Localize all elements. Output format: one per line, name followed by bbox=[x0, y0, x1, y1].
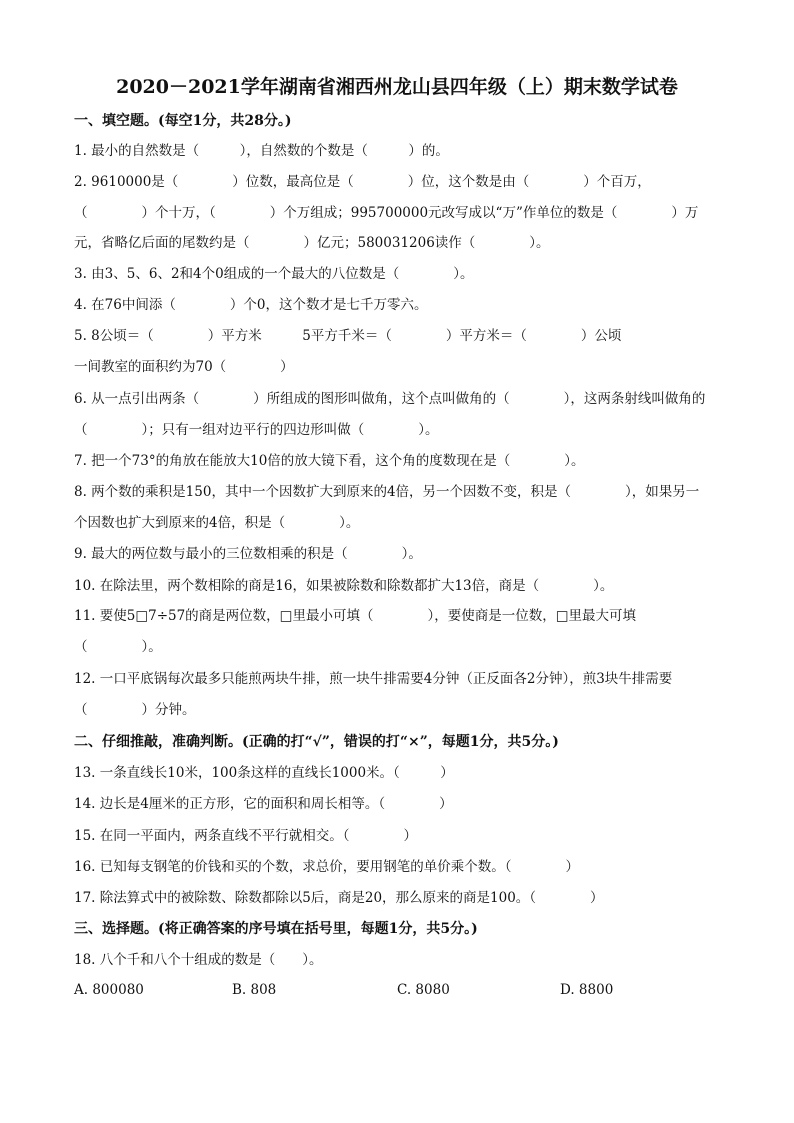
question-9: 9. 最大的两位数与最小的三位数相乘的积是（ ）。 bbox=[74, 546, 422, 562]
question-3: 3. 由3、5、6、2和4个0组成的一个最大的八位数是（ ）。 bbox=[74, 266, 474, 282]
section-1-heading: 一、填空题。(每空1分，共28分。) bbox=[74, 113, 292, 129]
question-11-line-1: 11. 要使5□7÷57的商是两位数，□里最小可填（ ），要使商是一位数，□里最大可填 bbox=[74, 608, 636, 624]
question-1: 1. 最小的自然数是（ ），自然数的个数是（ ）的。 bbox=[74, 143, 449, 159]
question-18-options bbox=[74, 982, 734, 1002]
question-16: 16. 已知每支钢笔的价钱和买的个数，求总价，要用钢笔的单价乘个数。（ ） bbox=[74, 859, 580, 875]
option-b: B. 808 bbox=[232, 982, 277, 998]
option-d: D. 8800 bbox=[560, 982, 614, 998]
question-6-line-1: 6. 从一点引出两条（ ）所组成的图形叫做角，这个点叫做角的（ ），这两条射线叫做角的 bbox=[74, 391, 706, 407]
question-8-line-1: 8. 两个数的乘积是150，其中一个因数扩大到原来的4倍，另一个因数不变，积是（ ），如果另一 bbox=[74, 484, 700, 500]
question-13: 13. 一条直线长10米，100条这样的直线长1000米。（ ） bbox=[74, 765, 454, 781]
question-18: 18. 八个千和八个十组成的数是（ ）。 bbox=[74, 952, 323, 968]
question-8-line-2: 个因数也扩大到原来的4倍，积是（ ）。 bbox=[74, 515, 360, 531]
question-2-line-3: 元，省略亿后面的尾数约是（ ）亿元；580031206读作（ ）。 bbox=[74, 235, 550, 251]
question-17: 17. 除法算式中的被除数、除数都除以5后，商是20，那么原来的商是100。（ ） bbox=[74, 890, 604, 906]
question-15: 15. 在同一平面内，两条直线不平行就相交。（ ） bbox=[74, 828, 418, 844]
option-c: C. 8080 bbox=[397, 982, 450, 998]
question-7: 7. 把一个73°的角放在能放大10倍的放大镜下看，这个角的度数现在是（ ）。 bbox=[74, 453, 585, 469]
question-2-line-2: （ ）个十万，（ ）个万组成；995700000元改写成以“万”作单位的数是（ ）万 bbox=[74, 205, 699, 221]
question-4: 4. 在76中间添（ ）个0，这个数才是七千万零六。 bbox=[74, 297, 428, 313]
question-10: 10. 在除法里，两个数相除的商是16，如果被除数和除数都扩大13倍，商是（ ）。 bbox=[74, 578, 614, 594]
question-11-line-2: （ ）。 bbox=[74, 639, 162, 655]
question-12-line-2: （ ）分钟。 bbox=[74, 702, 196, 718]
question-5-line-1: 5. 8公顷＝（ ）平方米 5平方千米＝（ ）平方米＝（ ）公顷 bbox=[74, 328, 622, 344]
section-3-heading: 三、选择题。(将正确答案的序号填在括号里，每题1分，共5分。) bbox=[74, 921, 478, 937]
question-12-line-1: 12. 一口平底锅每次最多只能煎两块牛排，煎一块牛排需要4分钟（正反面各2分钟），煎3块牛排需要 bbox=[74, 671, 673, 687]
option-a: A. 800080 bbox=[74, 982, 144, 998]
question-2-line-1: 2. 9610000是（ ）位数，最高位是（ ）位，这个数是由（ ）个百万， bbox=[74, 174, 651, 190]
question-5-line-2: 一间教室的面积约为70（ ） bbox=[74, 359, 294, 375]
section-2-heading: 二、仔细推敲，准确判断。(正确的打“√”，错误的打“×”，每题1分，共5分。) bbox=[74, 734, 559, 750]
question-6-line-2: （ ）；只有一组对边平行的四边形叫做（ ）。 bbox=[74, 422, 439, 438]
question-14: 14. 边长是4厘米的正方形，它的面积和周长相等。（ ） bbox=[74, 796, 453, 812]
exam-title: 2020－2021学年湖南省湘西州龙山县四年级（上）期末数学试卷 bbox=[116, 76, 678, 98]
